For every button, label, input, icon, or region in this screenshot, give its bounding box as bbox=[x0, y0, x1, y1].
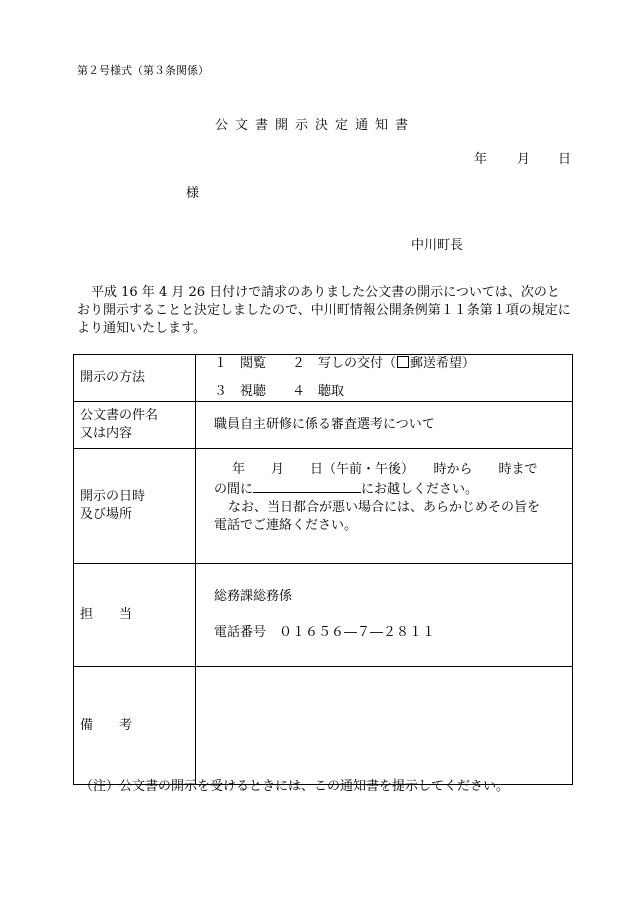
method-copy: ２ 写しの交付（ bbox=[292, 356, 397, 371]
method-listen: ４ 聴取 bbox=[292, 384, 345, 399]
notes-label: 備 考 bbox=[74, 667, 196, 785]
method-value bbox=[196, 355, 573, 402]
when-label-1: 開示の日時 bbox=[80, 489, 146, 504]
when-line-4: 電話でご連絡ください。 bbox=[214, 518, 358, 533]
method-view: １ 閲覧 bbox=[214, 356, 267, 371]
disclosure-table bbox=[73, 354, 573, 785]
page-title: 公文書開示決定通知書 bbox=[214, 118, 415, 133]
row-method bbox=[74, 355, 573, 402]
place-blank[interactable] bbox=[253, 479, 361, 493]
row-charge bbox=[74, 564, 573, 667]
when-label bbox=[74, 449, 196, 564]
method-mail: 郵送希望） bbox=[410, 356, 476, 371]
body-text: 平成 16 年 4 月 26 日付けで請求のありました公文書の開示については、次のとおり開示することと決定しましたので、中川町情報公開条例第１１条第１項の規定により通知いたします。 bbox=[77, 285, 571, 336]
subject-label-2: 又は内容 bbox=[80, 426, 133, 441]
subject-value: 職員自主研修に係る審査選考について bbox=[196, 402, 573, 449]
method-label: 開示の方法 bbox=[74, 355, 196, 402]
when-line-2: の間に にお越しください。 bbox=[214, 479, 572, 499]
subject-label-1: 公文書の件名 bbox=[80, 408, 159, 423]
when-line-3: なお、当日都合が悪い場合には、あらかじめその旨を bbox=[228, 500, 541, 515]
charge-value bbox=[196, 564, 573, 667]
footnote: （注）公文書の開示を受けるときには、この通知書を提示してください。 bbox=[80, 779, 510, 794]
row-notes bbox=[74, 667, 573, 785]
row-subject bbox=[74, 402, 573, 449]
charge-label: 担 当 bbox=[74, 564, 196, 667]
method-watch: ３ 視聴 bbox=[214, 384, 267, 399]
row-when bbox=[74, 449, 573, 564]
form-number: 第２号様式（第３条関係） bbox=[77, 64, 209, 77]
mail-checkbox[interactable] bbox=[397, 356, 409, 368]
subject-label bbox=[74, 402, 196, 449]
charge-phone: 電話番号 ０１６５６―７―２８１１ bbox=[214, 625, 436, 640]
when-line-1: 年 月 日（午前・午後） 時から 時まで bbox=[232, 462, 538, 477]
charge-dept: 総務課総務係 bbox=[214, 589, 293, 604]
when-value bbox=[196, 449, 573, 564]
date-line bbox=[474, 148, 571, 167]
addressee: 様 bbox=[186, 186, 200, 201]
date-day: 日 bbox=[558, 152, 572, 167]
issuer: 中川町長 bbox=[411, 238, 464, 253]
when-label-2: 及び場所 bbox=[80, 507, 133, 522]
notes-value bbox=[196, 667, 573, 785]
date-year: 年 bbox=[474, 152, 488, 167]
date-month: 月 bbox=[517, 152, 531, 167]
